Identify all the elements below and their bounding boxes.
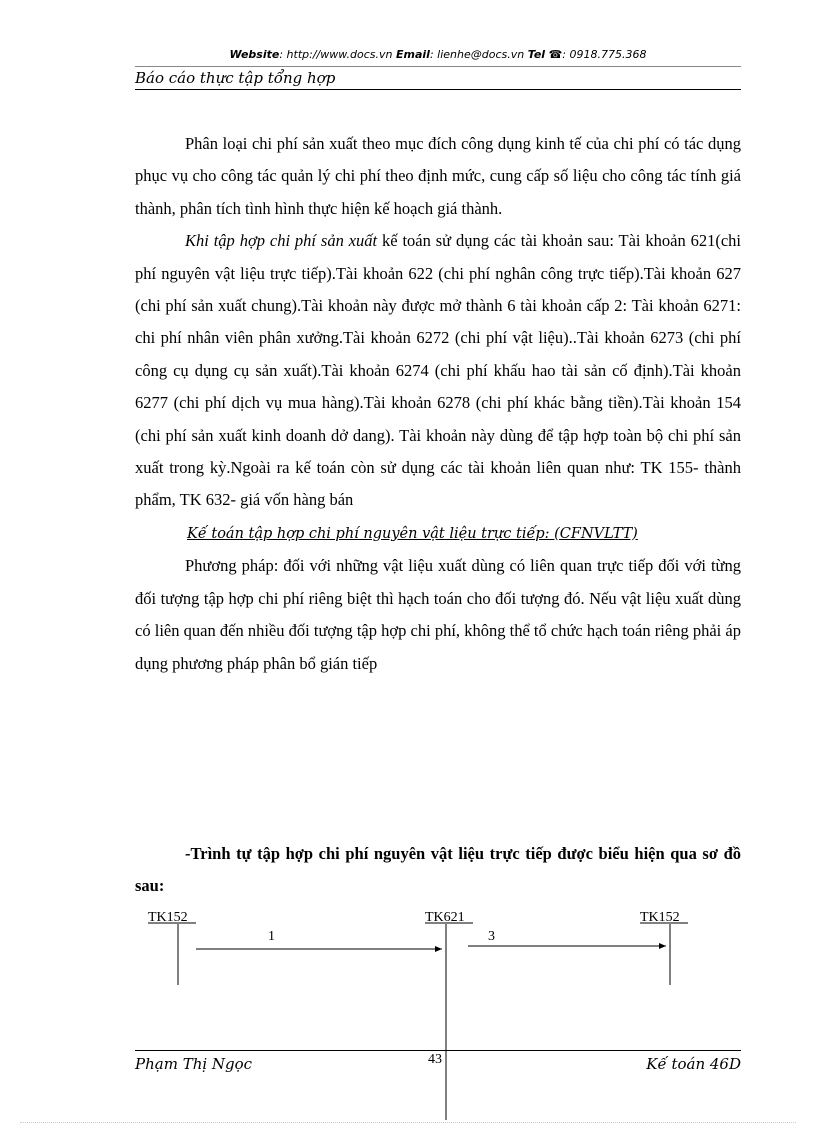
footer-divider: [135, 1050, 741, 1051]
section-heading-text: Kế toán tập hợp chi phí nguyên vật liệu trực tiếp: (CFNVLTT): [187, 525, 638, 542]
tel-value: : 0918.775.368: [562, 48, 647, 61]
account-label-tk621: TK621: [425, 910, 465, 925]
report-title: Báo cáo thực tập tổng hợp: [135, 69, 336, 87]
page-number: 43: [428, 1052, 442, 1067]
paragraph-method: Phương pháp: đối với những vật liệu xuất dùng có liên quan trực tiếp đối với từng đối tượng tập hợp chi phí riêng biệt thì hạch toán cho đối tượng đó. Nếu vật liệu xuất dùng có liên quan đến nhiều đối tượng tập hợp chi phí, không thể tổ chức hạch toán riêng phải áp dụng phương pháp phân bổ gián tiếp: [135, 556, 741, 673]
website-label: Website: [229, 48, 280, 61]
arrow-label-1: 1: [268, 929, 275, 944]
phone-icon: ☎: [548, 48, 563, 61]
account-label-tk152-left: TK152: [148, 910, 188, 925]
email-value: : lienhe@docs.vn: [429, 48, 525, 61]
account-label-tk152-right: TK152: [640, 910, 680, 925]
website-value: : http://www.docs.vn: [279, 48, 393, 61]
paragraph-cost-classification: Phân loại chi phí sản xuất theo mục đích công dụng kinh tế của chi phí có tác dụng phục vụ cho công tác quản lý chi phí theo định mức, cung cấp số liệu cho công tác tính giá thành, phân tích tình hình thực hiện kế hoạch giá thành.: [135, 134, 741, 218]
email-label: Email: [396, 48, 430, 61]
italic-lead-phrase: Khi tập hợp chi phí sản xuất: [185, 231, 378, 251]
accounts-text: kế toán sử dụng các tài khoản sau: Tài khoản 621(chi phí nguyên vật liệu trực tiếp).Tài khoản 622 (chi phí nghân công trực tiếp).Tài khoản 627 (chi phí sản xuất chung).Tài khoản này được mở thành 6 tài khoản cấp 2: Tài khoản 6271: chi phí nhân viên phân xưởng.Tài khoản 6272 (chi phí vật liệu)..Tài khoản 6273 (chi phí công cụ dụng cụ sản xuất).Tài khoản 6274 (chi phí khấu hao tài sản cố định).Tài khoản 6277 (chi phí dịch vụ mua hàng).Tài khoản 6278 (chi phí khác bằng tiền).Tài khoản 154 (chi phí sản xuất kinh doanh dở dang). Tài khoản này dùng để tập hợp toàn bộ chi phí sản xuất trong kỳ.Ngoài ra kế toán còn sử dụng các tài khoản liên quan như: TK 155- thành phẩm, TK 632- giá vốn hàng bán: [135, 231, 741, 510]
footer-class-name: Kế toán 46D: [646, 1055, 741, 1073]
footer-author: Phạm Thị Ngọc: [135, 1055, 253, 1073]
tel-label: Tel: [527, 48, 546, 61]
diagram-intro-text: -Trình tự tập hợp chi phí nguyên vật liệu trực tiếp được biểu hiện qua sơ đồ sau:: [135, 844, 741, 895]
arrow-label-3: 3: [488, 929, 495, 944]
